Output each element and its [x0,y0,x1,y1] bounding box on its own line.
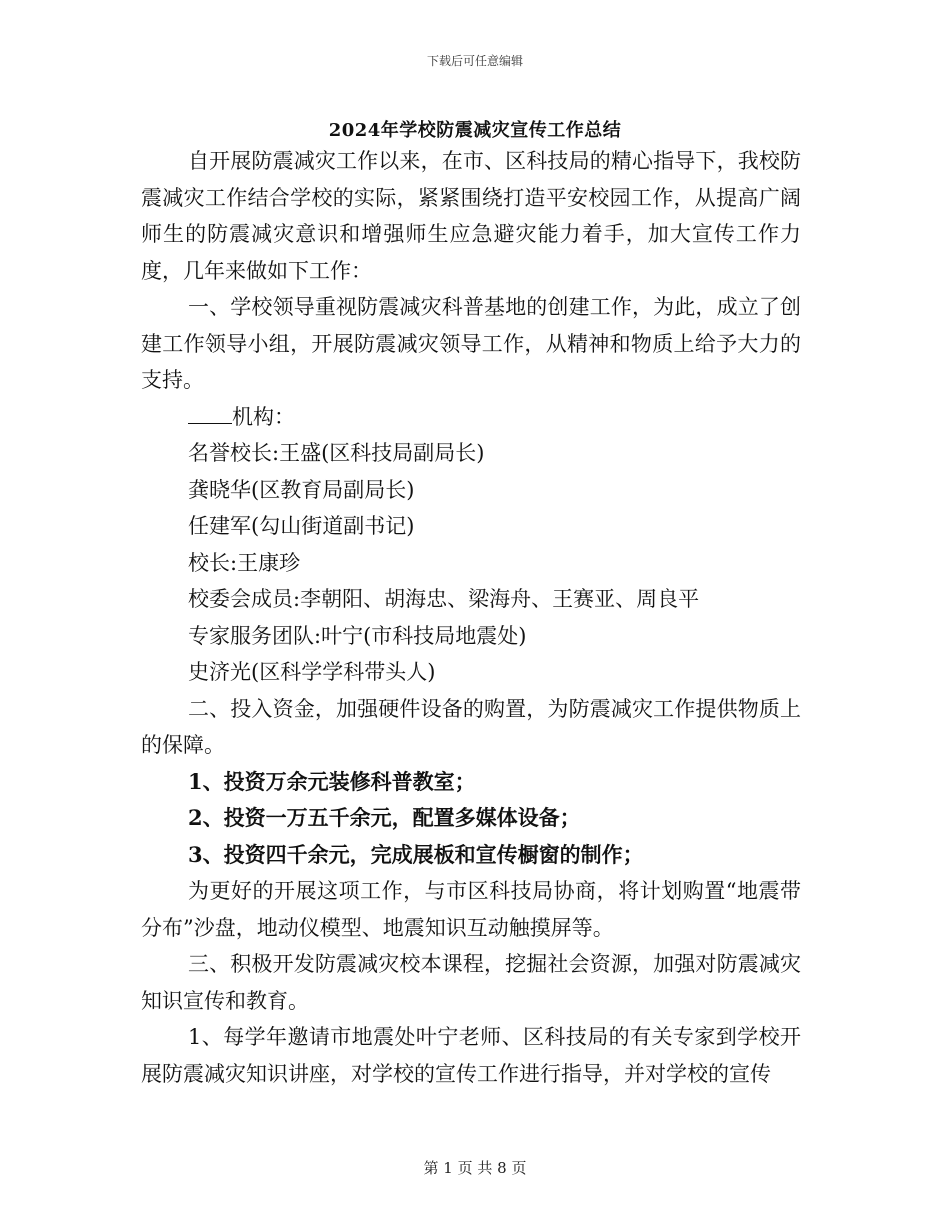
paragraph-section-two: 二、投入资金，加强硬件设备的购置，为防震减灾工作提供物质上的保障。 [141,696,801,757]
paragraph-lectures: 1、每学年邀请市地震处叶宁老师、区科技局的有关专家到学校开展防震减灾知识讲座，对学校的宣传工作进行指导，并对学校的宣传 [141,1025,801,1086]
document-body [141,143,801,1092]
paragraph-member-ren: 任建军(勾山街道副书记) [188,514,415,538]
paragraph-investment-1: 1、投资万余元装修科普教室； [188,768,476,794]
paragraph-member-gong: 龚晓华(区教育局副局长) [188,477,415,502]
paragraph-honorary-principal: 名誉校长:王盛(区科技局副局长) [188,441,485,465]
organization-label: 机构： [232,404,295,429]
paragraph-investment-2: 2、投资一万五千余元，配置多媒体设备； [188,805,581,830]
paragraph-expert-team: 专家服务团队:叶宁(市科技局地震处) [188,623,527,648]
page-header-note: 下载后可任意编辑 [426,54,523,68]
blank-underline [188,405,232,424]
paragraph-section-one: 一、学校领导重视防震减灾科普基地的创建工作，为此，成立了创建工作领导小组，开展防震减灾领导工作，从精神和物质上给予大力的支持。 [141,295,801,392]
paragraph-member-shi: 史济光(区科学学科带头人) [188,660,436,684]
paragraph-investment-3: 3、投资四千余元，完成展板和宣传橱窗的制作； [188,841,644,867]
document-title: 2024年学校防震减灾宣传工作总结 [328,120,622,141]
paragraph-purchase-plan: 为更好的开展这项工作，与市区科技局协商，将计划购置“地震带分布”沙盘，地动仪模型、地震知识互动触摸屏等。 [141,879,801,940]
page-number-footer: 第 1 页 共 8 页 [423,1159,527,1177]
paragraph-intro: 自开展防震减灾工作以来，在市、区科技局的精心指导下，我校防震减灾工作结合学校的实际，紧紧围绕打造平安校园工作，从提高广阔师生的防震减灾意识和增强师生应急避灾能力着手，加大宣传工作力度，几年来做如下工作： [141,149,801,283]
paragraph-organization-heading [141,399,801,436]
paragraph-principal: 校长:王康珍 [188,550,301,575]
paragraph-section-three: 三、积极开发防震减灾校本课程，挖掘社会资源，加强对防震减灾知识宣传和教育。 [141,952,801,1013]
paragraph-committee-members: 校委会成员:李朝阳、胡海忠、梁海舟、王赛亚、周良平 [188,587,700,611]
